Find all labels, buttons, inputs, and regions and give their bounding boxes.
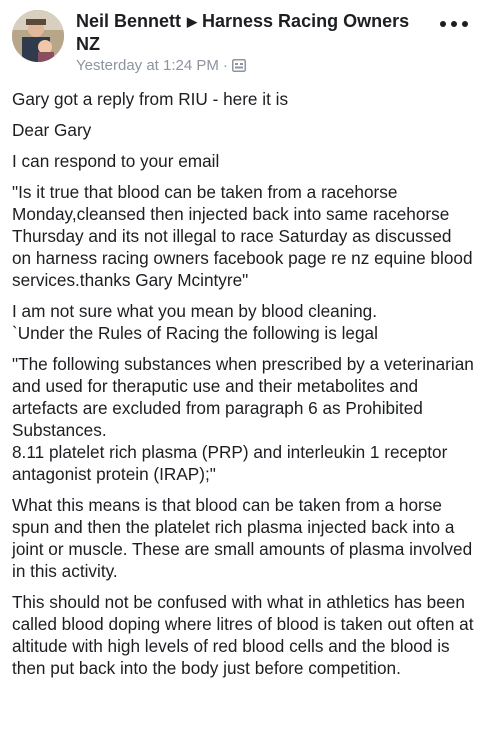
post-paragraph: I am not sure what you mean by blood cleaning. `Under the Rules of Racing the following is legal	[12, 301, 378, 343]
group-name[interactable]: Harness Racing Owners NZ	[76, 11, 410, 54]
post-paragraph: Gary got a reply from RIU - here it is	[12, 89, 289, 109]
post-paragraph: This should not be confused with what in athletics has been called blood doping where litres of blood is taken out often at altitude with high levels of red blood cells and the blood is then put back into the body just before competition.	[12, 592, 474, 678]
album-icon	[232, 59, 246, 77]
post-header	[0, 0, 482, 84]
post-paragraph: "Is it true that blood can be taken from a racehorse Monday,cleansed then injected back into same racehorse Thursday and its not illegal to race Saturday as discussed on harness racing owners facebook page re nz equine blood services.thanks Gary Mcintyre"	[12, 182, 473, 290]
more-options-icon[interactable]	[440, 14, 468, 34]
author-name[interactable]: Neil Bennett	[76, 11, 182, 31]
post-paragraph: Dear Gary	[12, 120, 92, 140]
more-dot	[462, 21, 468, 27]
post-paragraph: I can respond to your email	[12, 151, 220, 171]
more-dot	[451, 21, 457, 27]
avatar[interactable]	[12, 10, 64, 62]
post-paragraph: What this means is that blood can be taken from a horse spun and then the platelet rich plasma injected back into a joint or muscle. These are small amounts of plasma involved in this activity.	[12, 495, 473, 581]
more-dot	[440, 21, 446, 27]
meta-separator: ·	[222, 57, 228, 74]
arrow-right-icon: ▶	[187, 14, 198, 29]
post-timestamp[interactable]: Yesterday at 1:24 PM	[76, 57, 219, 74]
post-meta	[76, 57, 246, 77]
post-paragraph: "The following substances when prescribed by a veterinarian and used for theraputic use and their metabolites and artefacts are excluded from paragraph 6 as Prohibited Substances. 8.11 platelet rich plasma (PRP) and interleukin 1 receptor antagonist protein (IRAP);"	[12, 354, 474, 484]
post-author-line	[76, 10, 436, 56]
post-body	[12, 88, 474, 688]
